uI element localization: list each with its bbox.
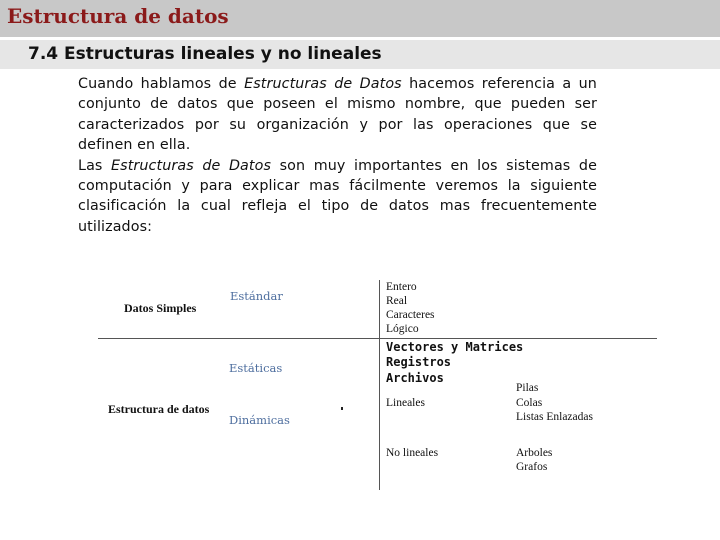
p2-emphasis: Estructuras de Datos (111, 157, 272, 174)
p1-text-a: Cuando hablamos de (78, 76, 245, 92)
label-dinamicas: Dinámicas (229, 413, 290, 427)
divider-vertical (379, 280, 380, 490)
p2-text-a: Las (78, 157, 112, 174)
p2-text-b: son muy importantes en los sistemas de computación y para explicar mas fácilmente veremos la siguiente clasificación la cual refleja el tipo de datos mas frecuentemente utilizados: (78, 157, 597, 235)
body-text (78, 74, 597, 237)
label-estructura-de-datos: Estructura de datos (108, 402, 210, 416)
label-archivos: Archivos (386, 371, 444, 385)
label-registros: Registros (386, 355, 452, 369)
label-logico: Lógico (386, 323, 419, 335)
label-estandar: Estándar (230, 289, 283, 303)
bullet-dot (341, 407, 343, 410)
label-vectores-matrices: Vectores y Matrices (386, 340, 524, 354)
subtitle-bar (0, 40, 720, 69)
label-lineales: Lineales (386, 397, 425, 409)
label-caracteres: Caracteres (386, 309, 435, 321)
label-pilas: Pilas (516, 382, 539, 394)
label-no-lineales: No lineales (386, 447, 439, 459)
paragraph-2 (78, 156, 597, 238)
slide-title: Estructura de datos (7, 4, 229, 28)
label-datos-simples: Datos Simples (124, 301, 197, 315)
label-estaticas: Estáticas (229, 361, 283, 375)
divider-horizontal (98, 338, 657, 339)
label-arboles: Arboles (516, 447, 553, 459)
paragraph-1 (78, 74, 597, 156)
label-colas: Colas (516, 397, 543, 409)
title-bar (0, 0, 720, 37)
p1-text-b: hacemos referencia a un conjunto de datos que poseen el mismo nombre, que pueden ser caracterizados por su organización y por las operaciones que se definen en ella. (78, 76, 597, 154)
p1-emphasis: Estructuras de Datos (244, 76, 402, 92)
section-subtitle: 7.4 Estructuras lineales y no lineales (28, 44, 382, 64)
label-entero: Entero (386, 281, 417, 293)
label-listas-enlazadas: Listas Enlazadas (516, 411, 593, 423)
label-grafos: Grafos (516, 461, 548, 473)
label-real: Real (386, 295, 408, 307)
